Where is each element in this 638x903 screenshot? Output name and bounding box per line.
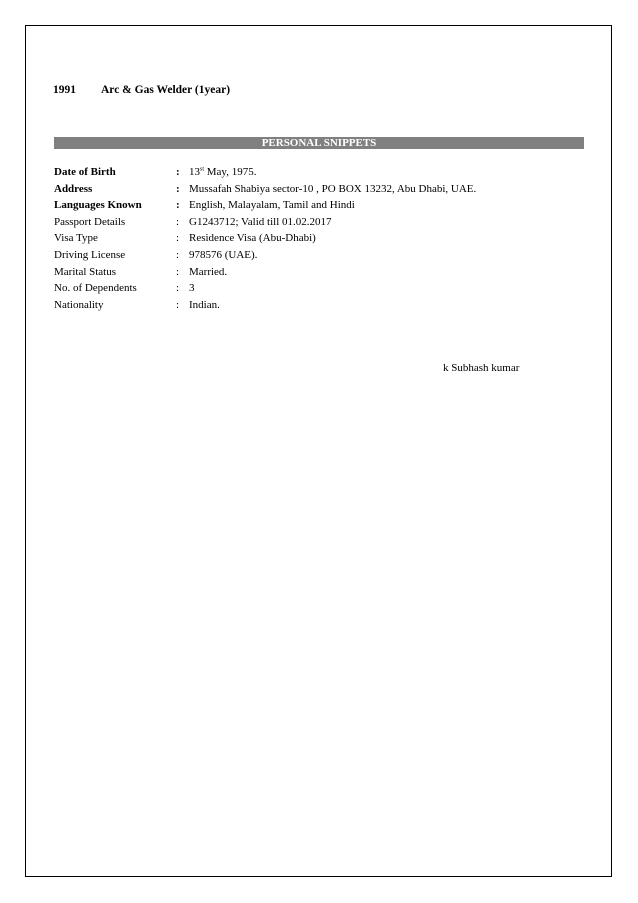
detail-value: Indian. (189, 298, 220, 311)
page-frame (25, 25, 612, 877)
detail-colon: : (176, 298, 180, 311)
detail-label: Address (54, 182, 93, 195)
detail-colon: : (176, 166, 180, 178)
detail-label: Languages Known (54, 199, 142, 212)
detail-label: Visa Type (54, 232, 98, 245)
detail-colon: : (176, 248, 180, 261)
detail-colon: : (176, 215, 180, 228)
detail-value: G1243712; Valid till 01.02.2017 (189, 215, 332, 228)
dob-ordinal: st (200, 166, 205, 173)
detail-value: Married. (189, 265, 228, 278)
detail-value: English, Malayalam, Tamil and Hindi (189, 199, 355, 212)
detail-label: Nationality (54, 298, 104, 311)
detail-value (189, 164, 256, 181)
detail-value: 978576 (UAE). (189, 248, 258, 261)
detail-label: Driving License (54, 248, 126, 261)
detail-label: Passport Details (54, 215, 126, 228)
dob-day: 13 (189, 166, 200, 178)
dob-rest: May, 1975. (204, 166, 257, 178)
detail-label: Date of Birth (54, 166, 116, 178)
education-course: Arc & Gas Welder (1year) (101, 84, 231, 96)
detail-value: Mussafah Shabiya sector-10 , PO BOX 13232, Abu Dhabi, UAE. (189, 182, 477, 195)
detail-value: 3 (189, 282, 195, 295)
detail-colon: : (176, 265, 180, 278)
detail-colon: : (176, 282, 180, 295)
detail-colon: : (176, 232, 180, 245)
detail-label: No. of Dependents (54, 282, 137, 295)
detail-label: Marital Status (54, 265, 117, 278)
detail-value: Residence Visa (Abu-Dhabi) (189, 232, 316, 245)
detail-colon: : (176, 182, 180, 195)
signature-name: k Subhash kumar (443, 362, 520, 374)
education-entry (53, 84, 230, 96)
section-heading-personal-snippets: PERSONAL SNIPPETS (54, 137, 584, 149)
detail-colon: : (176, 199, 180, 212)
education-year: 1991 (53, 84, 76, 96)
